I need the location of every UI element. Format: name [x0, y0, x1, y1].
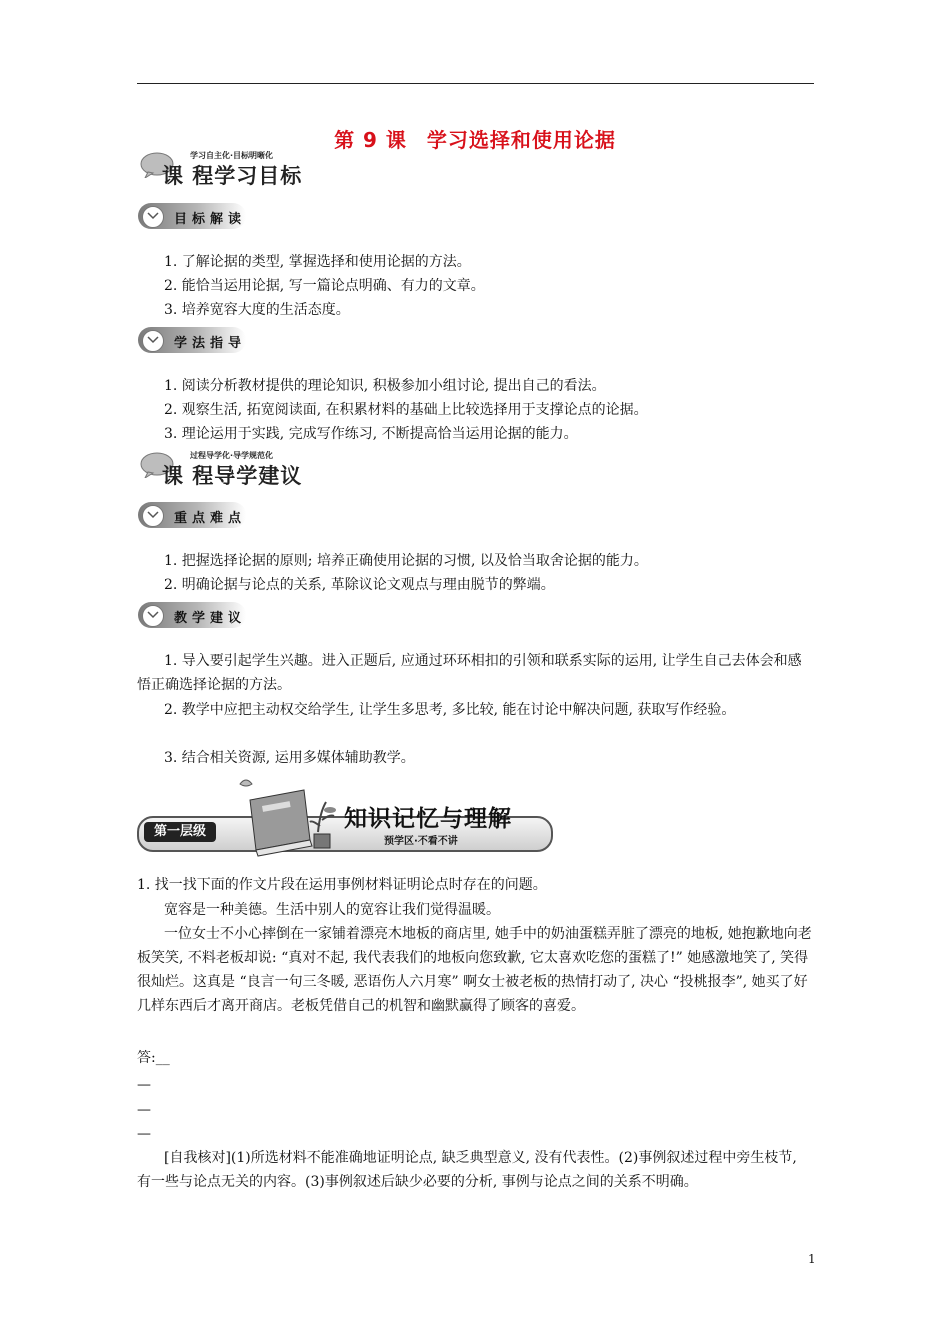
- lesson-number: 第 9 课: [334, 128, 407, 152]
- exercise-passage: 一位女士不小心摔倒在一家铺着漂亮木地板的商店里, 她手中的奶油蛋糕弄脏了漂亮的地板, 她抱歉地向老板笑笑, 不料老板却说: “真对不起, 我代表我们的地板向您致歉, 它太喜欢吃您的蛋糕了!” 她感激地笑了, 笑得很灿烂。这真是 “良言一句三冬暖, 恶语伤人六月寒” 啊女士被老板的热情打动了, 决心 “投桃报李”, 她买了好几样东西后才离开商店。老板凭借自己的机智和幽默赢得了顾客的喜爱。: [137, 926, 812, 1014]
- section-header-guidance: [140, 450, 340, 490]
- goal-item: 3. 培养宽容大度的生活态度。: [164, 302, 350, 318]
- keypoint-item: 2. 明确论据与论点的关系, 革除议论文观点与理由脱节的弊端。: [164, 577, 555, 593]
- self-check-paragraph: [自我核对](1)所选材料不能准确地证明论点, 缺乏典型意义, 没有代表性。(2)事例叙述过程中旁生枝节, 有一些与论点无关的内容。(3)事例叙述后缺少必要的分析, 事例与论点之间的关系不明确。: [137, 1150, 797, 1190]
- book-plant-illustration: [222, 776, 342, 858]
- keypoint-item: 1. 把握选择论据的原则; 培养正确使用论据的习惯, 以及恰当取舍论据的能力。: [164, 553, 648, 569]
- chevron-down-icon: [142, 605, 164, 627]
- suggestion-paragraph: 1. 导入要引起学生兴趣。进入正题后, 应通过环环相扣的引领和联系实际的运用, 让学生自己去体会和感悟正确选择论据的方法。: [137, 653, 802, 693]
- subheader-teaching-suggestions: 教学建议: [138, 602, 248, 630]
- banner-subtitle: 预学区·不看不讲: [384, 836, 458, 847]
- method-item: 3. 理论运用于实践, 完成写作练习, 不断提高恰当运用论据的能力。: [164, 426, 578, 442]
- answer-blank-line[interactable]: —: [137, 1126, 151, 1142]
- goal-item: 2. 能恰当运用论据, 写一篇论点明确、有力的文章。: [164, 278, 485, 294]
- top-rule: [137, 83, 814, 84]
- goal-item: 1. 了解论据的类型, 掌握选择和使用论据的方法。: [164, 254, 471, 270]
- suggestion-paragraph: 3. 结合相关资源, 运用多媒体辅助教学。: [164, 750, 415, 766]
- chevron-down-icon: [142, 330, 164, 352]
- exercise-question: 1. 找一找下面的作文片段在运用事例材料证明论点时存在的问题。: [137, 877, 547, 893]
- section-header-goals: [140, 150, 340, 190]
- level-label: 第一层级: [144, 822, 216, 842]
- subheader-goal-reading: 目标解读: [138, 203, 248, 231]
- subheader-key-points: 重点难点: [138, 502, 248, 530]
- answer-blank-line[interactable]: —: [137, 1102, 151, 1118]
- answer-blank-line[interactable]: —: [137, 1077, 151, 1093]
- answer-line: 答:__: [137, 1050, 170, 1066]
- suggestion-paragraph: 2. 教学中应把主动权交给学生, 让学生多思考, 多比较, 能在讨论中解决问题, 获取写作经验。: [164, 702, 736, 718]
- method-item: 2. 观察生活, 拓宽阅读面, 在积累材料的基础上比较选择用于支撑论点的论据。: [164, 402, 648, 418]
- exercise-passage-line: 宽容是一种美德。生活中别人的宽容让我们觉得温暖。: [164, 902, 500, 918]
- answer-blank[interactable]: __: [155, 1050, 170, 1066]
- chevron-down-icon: [142, 206, 164, 228]
- method-item: 1. 阅读分析教材提供的理论知识, 积极参加小组讨论, 提出自己的看法。: [164, 378, 606, 394]
- section-subtitle: 过程导学化·导学规范化: [190, 451, 274, 460]
- banner-title: 知识记忆与理解: [344, 806, 512, 832]
- section-subtitle: 学习自主化·目标明晰化: [190, 151, 274, 160]
- lesson-title: 学习选择和使用论据: [426, 128, 616, 152]
- section-title: 课 程学习目标: [162, 164, 303, 188]
- chevron-down-icon: [142, 505, 164, 527]
- subheader-method-guide: 学法指导: [138, 327, 248, 355]
- page-number: 1: [808, 1252, 816, 1266]
- page-title: [0, 124, 950, 153]
- section-title: 课 程导学建议: [162, 464, 303, 488]
